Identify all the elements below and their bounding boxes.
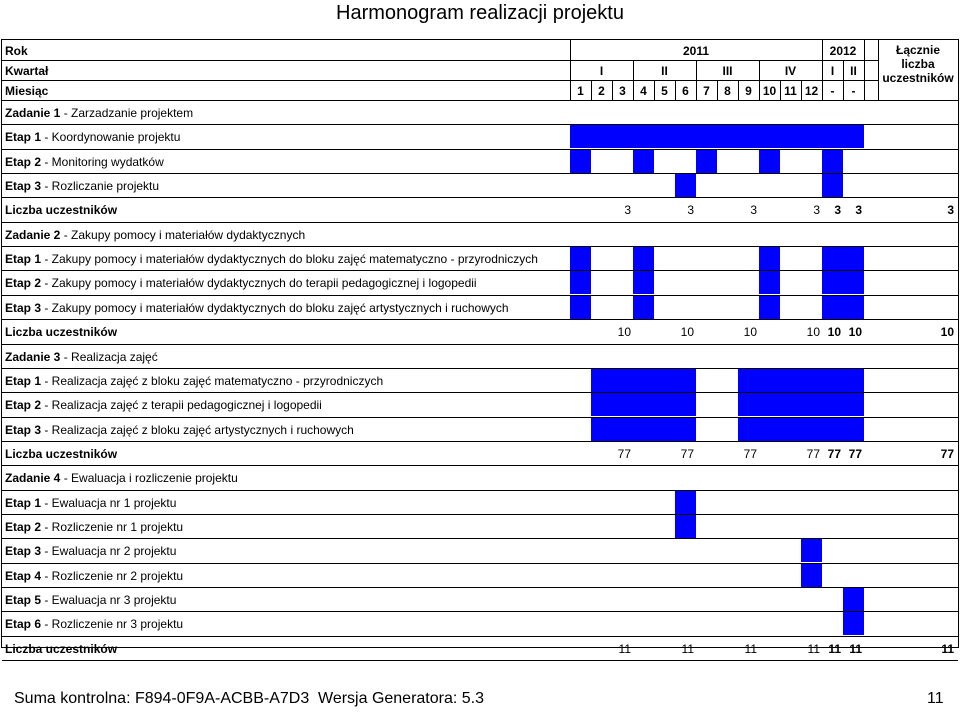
gantt-bar (633, 369, 654, 392)
grid-line (759, 60, 760, 80)
gantt-bar (591, 418, 612, 441)
grid-line (2, 514, 958, 515)
gantt-bar (843, 588, 864, 611)
task-4-stage-5 (5, 593, 176, 607)
gantt-bar (822, 174, 843, 197)
gantt-bar (780, 418, 801, 441)
gantt-bar (759, 418, 780, 441)
month-4: 4 (640, 84, 647, 98)
participant-count: 10 (680, 325, 694, 340)
participant-count: 77 (743, 446, 757, 461)
gantt-bar (759, 247, 780, 270)
gantt-bar (675, 369, 696, 392)
grid-line (696, 60, 697, 80)
month-11: 11 (784, 84, 797, 98)
gantt-bar (654, 418, 675, 441)
task-1-stage-2-bold: Etap 2 (5, 154, 42, 169)
quarter-2: II (661, 64, 668, 78)
task-2-stage-2-text: - Zakupy pomocy i materiałów dydaktycznych do terapii pedagogicznej i logopedii (41, 276, 477, 291)
task-4-stage-3 (5, 544, 176, 558)
task-2-stage-1-text: - Zakupy pomocy i materiałów dydaktycznych do bloku zajęć matematyczno - przyrodniczych (41, 252, 538, 267)
gantt-bar (843, 247, 864, 270)
quarter-1: I (599, 64, 604, 78)
task-4-stage-6 (5, 617, 183, 631)
gantt-bar (759, 125, 780, 148)
participant-count: 10 (827, 325, 841, 340)
gantt-bar (675, 174, 696, 197)
task-4-stage-2-bold: Etap 2 (5, 519, 42, 534)
grid-line (2, 490, 958, 491)
gantt-bar (822, 247, 843, 270)
participant-count: 3 (750, 203, 757, 218)
gantt-bar (654, 125, 675, 148)
gantt-bar (843, 271, 864, 294)
task-3-title-bold: Zadanie 3 (5, 349, 61, 364)
grid-line (2, 587, 958, 588)
gantt-bar (843, 369, 864, 392)
participant-count: 10 (940, 325, 954, 340)
task-3-stage-1 (5, 374, 383, 388)
task-2-stage-3 (5, 301, 509, 315)
gantt-bar (759, 296, 780, 319)
task-4-stage-6-bold: Etap 6 (5, 617, 42, 632)
grid-line (633, 80, 634, 100)
task-4-stage-2-text: - Rozliczenie nr 1 projektu (41, 519, 184, 534)
gantt-bar (822, 393, 843, 416)
kwartal-label: Kwartał (5, 64, 49, 78)
lacznie-label-2: liczba (901, 57, 935, 71)
task-1-stage-1-bold: Etap 1 (5, 130, 42, 145)
grid-line (2, 149, 958, 150)
gantt-bar (633, 296, 654, 319)
task-1-stage-2-text: - Monitoring wydatków (41, 154, 164, 169)
month-8: 8 (724, 84, 731, 98)
gantt-bar (696, 125, 717, 148)
month-5: 5 (661, 84, 668, 98)
task-4-stage-3-bold: Etap 3 (5, 544, 42, 559)
grid-line (675, 80, 676, 100)
task-3-stage-3-bold: Etap 3 (5, 422, 42, 437)
task-2-title (5, 228, 305, 242)
gantt-bar (738, 418, 759, 441)
gantt-bar (822, 125, 843, 148)
grid-line (738, 80, 739, 100)
task-4-stage-2 (5, 520, 183, 534)
grid-line (780, 80, 781, 100)
grid-line (822, 60, 823, 80)
grid-line (612, 80, 613, 100)
generator-version: Wersja Generatora: 5.3 (318, 690, 485, 707)
task-1-title-text: - Zarzadzanie projektem (60, 106, 194, 120)
quarter-3: III (722, 64, 733, 78)
task-4-stage-3-text: - Ewaluacja nr 2 projektu (41, 544, 177, 559)
task-4-stage-4 (5, 569, 183, 583)
gantt-bar (759, 150, 780, 173)
gantt-bar (570, 271, 591, 294)
gantt-bar (843, 296, 864, 319)
participant-count: 11 (681, 641, 694, 656)
gantt-bar (612, 125, 633, 148)
participant-count: 11 (849, 641, 862, 656)
task-3-title-text: - Realizacja zajęć (60, 349, 158, 364)
task-3-stage-3 (5, 423, 354, 437)
participant-count: 3 (834, 203, 841, 218)
gantt-bar (738, 125, 759, 148)
task-3-stage-2-bold: Etap 2 (5, 398, 42, 413)
task-1-stage-1 (5, 130, 180, 144)
gantt-bar (570, 125, 591, 148)
gantt-bar (675, 491, 696, 514)
grid-line (2, 60, 878, 61)
participant-count: 77 (940, 446, 954, 461)
participant-count: 11 (828, 641, 841, 656)
month-6: 6 (682, 84, 689, 98)
gantt-bar (570, 150, 591, 173)
participant-count: 77 (617, 446, 631, 461)
month-14: - (851, 84, 856, 98)
participant-count: 11 (618, 641, 631, 656)
participant-count: 11 (807, 641, 820, 656)
gantt-bar (717, 125, 738, 148)
grid-line (2, 611, 958, 612)
participants-label: Liczba uczestników (5, 641, 118, 656)
task-1-stage-3-bold: Etap 3 (5, 179, 42, 194)
grid-line (2, 197, 958, 198)
grid-line (2, 80, 878, 81)
gantt-bar (696, 150, 717, 173)
grid-line (2, 295, 958, 296)
lacznie-label-1: Łącznie (895, 43, 940, 57)
gantt-bar (843, 393, 864, 416)
gantt-bar (780, 125, 801, 148)
checksum-text: Suma kontrolna: F894-0F9A-ACBB-A7D3 (14, 690, 310, 707)
grid-line (2, 319, 958, 320)
task-1-title-bold: Zadanie 1 (5, 106, 61, 120)
task-4-stage-5-text: - Ewaluacja nr 3 projektu (41, 593, 177, 607)
grid-line (2, 100, 958, 101)
participant-count: 3 (855, 203, 862, 218)
gantt-bar (633, 393, 654, 416)
year-2012: 2012 (829, 44, 857, 58)
gantt-bar (801, 418, 822, 441)
task-4-stage-6-text: - Rozliczenie nr 3 projektu (41, 617, 184, 632)
gantt-bar (633, 150, 654, 173)
participant-count: 77 (680, 446, 694, 461)
lacznie-label-3: uczestników (882, 71, 954, 85)
month-1: 1 (577, 84, 584, 98)
miesiac-label: Miesiąc (5, 84, 49, 98)
gantt-bar (591, 125, 612, 148)
gantt-bar (780, 393, 801, 416)
gantt-bar (759, 271, 780, 294)
month-12: 12 (804, 84, 819, 98)
gantt-bar (633, 271, 654, 294)
gantt-bar (570, 296, 591, 319)
grid-line (2, 636, 958, 637)
task-4-stage-1-bold: Etap 1 (5, 495, 42, 510)
grid-line (2, 173, 958, 174)
grid-line (878, 40, 879, 100)
grid-line (2, 270, 958, 271)
gantt-bar (675, 125, 696, 148)
grid-line (717, 80, 718, 100)
participant-count: 3 (624, 203, 631, 218)
page-title: Harmonogram realizacji projektu (336, 2, 624, 24)
gantt-bar (570, 247, 591, 270)
task-4-title (5, 471, 238, 485)
month-10: 10 (762, 84, 777, 98)
gantt-bar (843, 612, 864, 635)
participant-count: 11 (744, 641, 757, 656)
grid-line (2, 465, 958, 466)
task-2-title-bold: Zadanie 2 (5, 227, 61, 242)
participant-count: 77 (848, 446, 862, 461)
grid-line (2, 660, 958, 661)
participant-count: 3 (947, 203, 954, 218)
participant-count: 10 (806, 325, 820, 340)
grid-line (2, 246, 958, 247)
gantt-bar (654, 393, 675, 416)
grid-line (2, 222, 958, 223)
gantt-bar (633, 418, 654, 441)
gantt-bar (843, 125, 864, 148)
grid-line (570, 40, 571, 100)
gantt-bar (612, 369, 633, 392)
grid-line (633, 60, 634, 80)
footer (0, 690, 960, 712)
month-3: 3 (619, 84, 626, 98)
gantt-bar (633, 125, 654, 148)
participant-count: 10 (617, 325, 631, 340)
task-2-title-text: - Zakupy pomocy i materiałów dydaktycznych (60, 227, 306, 242)
task-4-title-bold: Zadanie 4 (5, 471, 61, 486)
task-3-stage-1-bold: Etap 1 (5, 373, 42, 388)
grid-line (843, 80, 844, 100)
task-3-stage-2-text: - Realizacja zajęć z terapii pedagogicznej i logopedii (41, 398, 322, 413)
gantt-bar (759, 369, 780, 392)
task-1-stage-3 (5, 179, 159, 193)
gantt-bar (675, 393, 696, 416)
gantt-bar (612, 393, 633, 416)
task-4-stage-4-text: - Rozliczenie nr 2 projektu (41, 568, 184, 583)
gantt-bar (822, 296, 843, 319)
task-4-stage-5-bold: Etap 5 (5, 593, 42, 607)
gantt-bar (759, 393, 780, 416)
task-1-title (5, 106, 193, 120)
gantt-bar (822, 418, 843, 441)
grid-line (864, 40, 865, 100)
gantt-bar (675, 418, 696, 441)
gantt-bar (591, 393, 612, 416)
participants-label: Liczba uczestników (5, 446, 118, 461)
gantt-bar (843, 418, 864, 441)
participant-count: 77 (827, 446, 841, 461)
task-4-title-text: - Ewaluacja i rozliczenie projektu (60, 471, 238, 486)
grid-line (654, 80, 655, 100)
task-2-stage-3-text: - Zakupy pomocy i materiałów dydaktycznych do bloku zajęć artystycznych i ruchowych (41, 300, 509, 315)
page-number: 11 (927, 690, 944, 707)
gantt-bar (780, 369, 801, 392)
task-1-stage-1-text: - Koordynowanie projektu (41, 130, 181, 145)
month-2: 2 (598, 84, 605, 98)
quarter-4: IV (784, 64, 797, 78)
task-3-stage-2 (5, 398, 322, 412)
participant-count: 77 (806, 446, 820, 461)
participant-count: 3 (687, 203, 694, 218)
month-9: 9 (745, 84, 752, 98)
task-2-stage-1 (5, 252, 538, 266)
year-2011: 2011 (682, 44, 710, 58)
participants-label: Liczba uczestników (5, 325, 118, 340)
grid-line (843, 60, 844, 80)
gantt-bar (801, 125, 822, 148)
gantt-bar (738, 393, 759, 416)
gantt-bar (801, 369, 822, 392)
month-13: - (830, 84, 835, 98)
task-2-stage-2 (5, 276, 477, 290)
grid-line (696, 80, 697, 100)
grid-line (2, 344, 958, 345)
gantt-bar (801, 564, 822, 587)
grid-line (759, 80, 760, 100)
task-4-stage-1 (5, 496, 176, 510)
gantt-bar (822, 271, 843, 294)
task-2-stage-3-bold: Etap 3 (5, 300, 42, 315)
month-7: 7 (703, 84, 710, 98)
grid-line (591, 80, 592, 100)
gantt-bar (801, 539, 822, 562)
grid-line (801, 80, 802, 100)
gantt-bar (612, 418, 633, 441)
gantt-bar (738, 369, 759, 392)
participant-count: 10 (848, 325, 862, 340)
task-1-stage-3-text: - Rozliczanie projektu (41, 179, 160, 194)
rok-label: Rok (5, 44, 28, 58)
gantt-bar (654, 369, 675, 392)
task-4-stage-4-bold: Etap 4 (5, 568, 42, 583)
participant-count: 3 (813, 203, 820, 218)
task-4-stage-1-text: - Ewaluacja nr 1 projektu (41, 495, 177, 510)
quarter-6: II (850, 64, 857, 78)
gantt-bar (822, 369, 843, 392)
task-2-stage-1-bold: Etap 1 (5, 252, 42, 267)
participants-label: Liczba uczestników (5, 203, 118, 218)
gantt-bar (822, 150, 843, 173)
task-2-stage-2-bold: Etap 2 (5, 276, 42, 291)
participant-count: 11 (941, 641, 954, 656)
schedule-table (1, 39, 959, 656)
gantt-bar (801, 393, 822, 416)
task-1-stage-2 (5, 155, 164, 169)
gantt-bar (591, 369, 612, 392)
grid-line (2, 441, 958, 442)
gantt-bar (675, 515, 696, 538)
task-3-title (5, 350, 158, 364)
quarter-5: I (830, 64, 835, 78)
task-3-stage-3-text: - Realizacja zajęć z bloku zajęć artystycznych i ruchowych (41, 422, 354, 437)
gantt-bar (633, 247, 654, 270)
task-3-stage-1-text: - Realizacja zajęć z bloku zajęć matematyczno - przyrodniczych (41, 373, 384, 388)
participant-count: 10 (743, 325, 757, 340)
